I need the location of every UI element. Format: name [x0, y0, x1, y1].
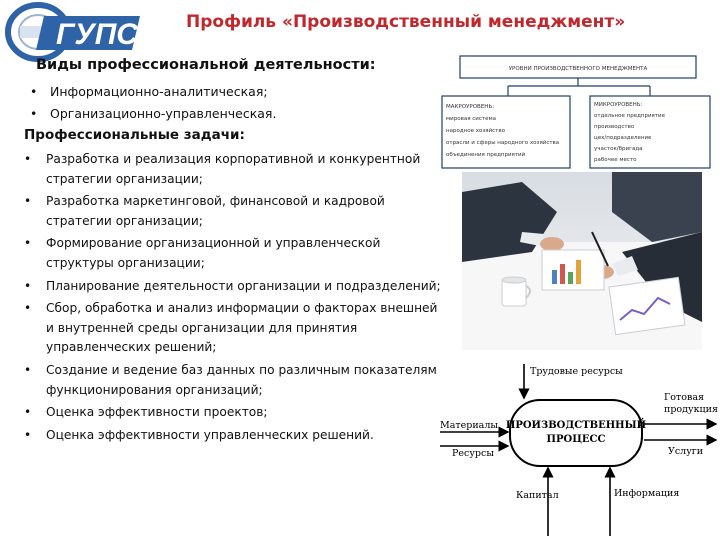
university-logo	[4, 2, 144, 62]
macro-level-item: мировая система	[446, 116, 496, 122]
finished-products-label: продукция	[664, 404, 718, 415]
list-item: • Разработка маркетинговой, финансовой и кадровой стратегии организации;	[24, 192, 444, 231]
capital-label: Капитал	[516, 490, 559, 501]
finished-products-label: Готовая	[664, 392, 704, 403]
macro-level-item: объединения предприятий	[446, 152, 526, 158]
micro-level-item: производство	[594, 124, 635, 130]
services-label: Услуги	[668, 446, 704, 457]
micro-level-item: рабочее место	[594, 157, 637, 163]
list-item: • Разработка и реализация корпоративной и конкурентной стратегии организации;	[24, 150, 444, 189]
tasks-heading: Профессиональные задачи:	[24, 127, 245, 143]
management-levels-diagram	[440, 52, 712, 170]
micro-level-item: цех/подразделение	[594, 135, 652, 141]
list-item: • Организационно-управленческая.	[30, 103, 276, 125]
levels-top-label: УРОВНИ ПРОИЗВОДСТВЕННОГО МЕНЕДЖМЕНТА	[508, 66, 648, 72]
macro-level-item: отрасли и сферы народного хозяйства	[446, 140, 560, 146]
tasks-list	[24, 150, 444, 448]
process-center-label: ПРОИЗВОДСТВЕННЫЙ	[505, 420, 647, 431]
list-item: • Планирование деятельности организации и подразделений;	[24, 277, 444, 297]
micro-level-item: отдельное предприятие	[594, 113, 666, 119]
macro-level-item: народное хозяйство	[446, 128, 505, 134]
list-item: • Формирование организационной и управленческой структуры организации;	[24, 234, 444, 273]
micro-level-title: МИКРОУРОВЕНЬ:	[594, 102, 643, 108]
list-item: • Сбор, обработка и анализ информации о факторах внешней и внутренней среды организации для принятия управленческих решений;	[24, 299, 444, 358]
micro-level-item: участок/бригада	[594, 146, 643, 152]
list-item: • Создание и ведение баз данных по различным показателям функционирования организаций;	[24, 361, 444, 400]
logo-text: ГУПС	[56, 18, 138, 51]
list-item: • Информационно-аналитическая;	[30, 81, 276, 103]
materials-label: Материалы	[440, 420, 498, 431]
list-item: • Оценка эффективности управленческих решений.	[24, 426, 444, 446]
production-process-diagram	[438, 360, 720, 538]
labor-resources-label: Трудовые ресурсы	[530, 366, 623, 377]
list-item: • Оценка эффективности проектов;	[24, 403, 444, 423]
activities-heading: Виды профессиональной деятельности:	[36, 57, 376, 73]
resources-label: Ресурсы	[452, 448, 494, 459]
page-title: Профиль «Производственный менеджмент»	[186, 12, 626, 32]
information-label: Информация	[614, 488, 680, 499]
macro-level-title: МАКРОУРОВЕНЬ:	[446, 104, 495, 110]
business-meeting-photo	[462, 172, 702, 350]
process-center-label: ПРОЦЕСС	[546, 434, 606, 445]
activities-list	[30, 81, 276, 125]
